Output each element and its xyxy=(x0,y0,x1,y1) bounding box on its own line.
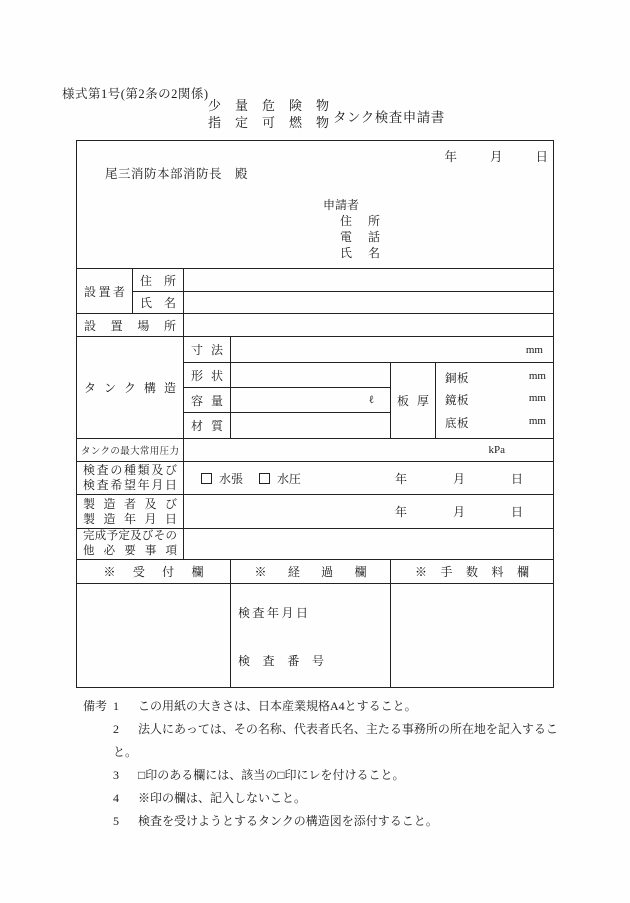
note-1-number: 1 xyxy=(113,699,119,713)
shell-plate-label: 銅板 xyxy=(445,373,469,386)
note-item-1 xyxy=(113,695,568,718)
header-date-year: 年 xyxy=(444,150,457,164)
inspection-date-label: 検査年月日 xyxy=(238,606,311,620)
material-label-cell xyxy=(183,412,230,438)
note-item-2 xyxy=(113,718,568,764)
end-plate-label: 鏡板 xyxy=(445,395,469,408)
reception-body-cell xyxy=(77,583,230,687)
note-4-text: ※印の欄は、記入しないこと。 xyxy=(138,791,307,805)
inspection-value-cell xyxy=(183,461,553,494)
note-2-text: 法人にあっては、その名称、代表者氏名、主たる事務所の所在地を記入すること。 xyxy=(113,722,558,759)
shell-plate-unit: mm xyxy=(528,370,546,383)
plate-thickness-values-cell xyxy=(435,362,553,438)
pressure-unit: kPa xyxy=(488,444,505,456)
inspection-date-day: 日 xyxy=(510,471,523,486)
tank-structure-label-cell xyxy=(77,336,183,438)
bottom-plate-unit: mm xyxy=(528,414,546,427)
capacity-label: 容量 xyxy=(191,393,223,408)
manufacturer-label-line2: 製造年月日 xyxy=(83,511,177,526)
form-number: 様式第1号(第2条の2関係) xyxy=(62,87,209,101)
installer-name-label: 氏名 xyxy=(140,296,176,310)
progress-body-cell xyxy=(230,583,390,687)
fee-header: ※手数料欄 xyxy=(415,565,529,579)
note-3-number: 3 xyxy=(113,768,119,782)
inspection-label-cell xyxy=(77,461,183,494)
title-substance-stack xyxy=(208,97,343,131)
installer-name-value-cell xyxy=(183,291,553,313)
inspection-label-line2: 検査希望年月日 xyxy=(83,478,177,492)
note-1-text: この用紙の大きさは、日本産業規格A4とすること。 xyxy=(138,699,417,713)
note-2-number: 2 xyxy=(113,722,119,736)
inspection-date-line xyxy=(317,470,553,487)
completion-label-line2: 他必要事項 xyxy=(83,545,177,557)
fee-header-cell xyxy=(390,559,553,583)
applicant-name-label: 氏名 xyxy=(340,246,380,260)
applicant-address-label: 住所 xyxy=(340,214,380,228)
manufacture-date-year: 年 xyxy=(394,505,407,519)
notes-label: 備考 xyxy=(83,699,108,713)
applicant-label: 申請者 xyxy=(323,198,360,212)
applicant-fields xyxy=(340,213,380,261)
max-pressure-label: タンクの最大常用圧力 xyxy=(81,447,179,457)
note-5-number: 5 xyxy=(113,814,119,828)
location-label-cell xyxy=(77,313,183,336)
manufacturer-label-line1: 製造者及び xyxy=(83,496,177,511)
title-stack-line2: 指定可燃物 xyxy=(208,115,344,130)
plate-row-bottom xyxy=(436,415,553,431)
reception-header: ※受付欄 xyxy=(103,565,204,579)
note-item-4 xyxy=(113,787,568,810)
capacity-unit: ℓ xyxy=(368,394,374,406)
completion-label-line1: 完成予定及びその xyxy=(83,530,177,542)
note-item-3 xyxy=(113,764,568,787)
dimension-label-cell xyxy=(183,336,230,362)
progress-header: ※経過欄 xyxy=(254,565,367,579)
water-pressure-checkbox-label: 水圧 xyxy=(277,471,302,486)
inspection-date-year: 年 xyxy=(394,471,407,486)
header-date-line xyxy=(77,147,553,165)
note-5-text: 検査を受けようとするタンクの構造図を添付すること。 xyxy=(138,814,438,828)
page-title: タンク検査申請書 xyxy=(333,110,445,125)
inspection-number-label: 検査番号 xyxy=(238,654,324,668)
reception-header-cell xyxy=(77,559,230,583)
plate-thickness-label: 板厚 xyxy=(397,394,429,408)
inspection-checkbox-group xyxy=(201,470,317,487)
shape-label: 形状 xyxy=(191,368,223,383)
shape-value-cell xyxy=(230,362,390,387)
dimension-label: 寸法 xyxy=(191,343,223,357)
progress-header-cell xyxy=(230,559,390,583)
note-4-number: 4 xyxy=(113,791,119,805)
installer-label-cell xyxy=(77,268,132,313)
notes-items xyxy=(113,695,568,833)
note-3-text: □印のある欄には、該当の□印にレを付けること。 xyxy=(138,768,405,782)
material-value-cell xyxy=(230,412,390,438)
plate-thickness-label-cell xyxy=(390,362,435,438)
inspection-label-line1: 検査の種類及び xyxy=(83,463,177,477)
installer-name-label-cell xyxy=(132,291,183,313)
location-label: 設置場所 xyxy=(84,318,176,333)
capacity-label-cell xyxy=(183,387,230,412)
manufacture-date-day: 日 xyxy=(510,505,523,519)
fee-body-cell xyxy=(390,583,553,687)
completion-value-cell xyxy=(183,528,553,559)
dimension-value-cell xyxy=(230,336,553,362)
water-pressure-checkbox[interactable] xyxy=(259,473,270,484)
plate-row-end xyxy=(436,392,553,408)
capacity-value-cell xyxy=(230,387,390,412)
water-fill-checkbox[interactable] xyxy=(201,473,212,484)
manufacture-date-month: 月 xyxy=(452,505,465,519)
installer-label: 設置者 xyxy=(84,284,125,299)
shape-label-cell xyxy=(183,362,230,387)
notes-section xyxy=(83,695,568,833)
manufacture-value-cell xyxy=(183,494,553,528)
addressee: 尾三消防本部消防長 殿 xyxy=(105,167,249,181)
completion-label-cell xyxy=(77,528,183,559)
applicant-phone-label: 電話 xyxy=(340,230,380,244)
material-label: 材質 xyxy=(191,419,223,433)
manufacturer-label-cell xyxy=(77,494,183,528)
end-plate-unit: mm xyxy=(528,392,546,405)
max-pressure-label-cell xyxy=(77,438,183,461)
header-date-month: 月 xyxy=(489,150,503,164)
manufacture-date-line xyxy=(184,503,553,520)
header-date-day: 日 xyxy=(535,150,548,164)
dimension-unit: mm xyxy=(525,343,543,356)
plate-row-shell xyxy=(436,370,553,386)
inspection-date-month: 月 xyxy=(452,471,465,486)
installer-address-label-cell xyxy=(132,268,183,291)
bottom-plate-label: 底板 xyxy=(445,417,469,430)
water-fill-checkbox-label: 水張 xyxy=(219,471,244,486)
note-item-5 xyxy=(113,810,568,833)
title-stack-line1: 少量危険物 xyxy=(208,98,344,113)
installer-address-value-cell xyxy=(183,268,553,291)
max-pressure-value-cell xyxy=(183,438,553,461)
location-value-cell xyxy=(183,313,553,336)
form-main-box xyxy=(76,140,554,688)
tank-structure-label: タンク構造 xyxy=(84,381,176,395)
installer-address-label: 住所 xyxy=(140,273,176,288)
